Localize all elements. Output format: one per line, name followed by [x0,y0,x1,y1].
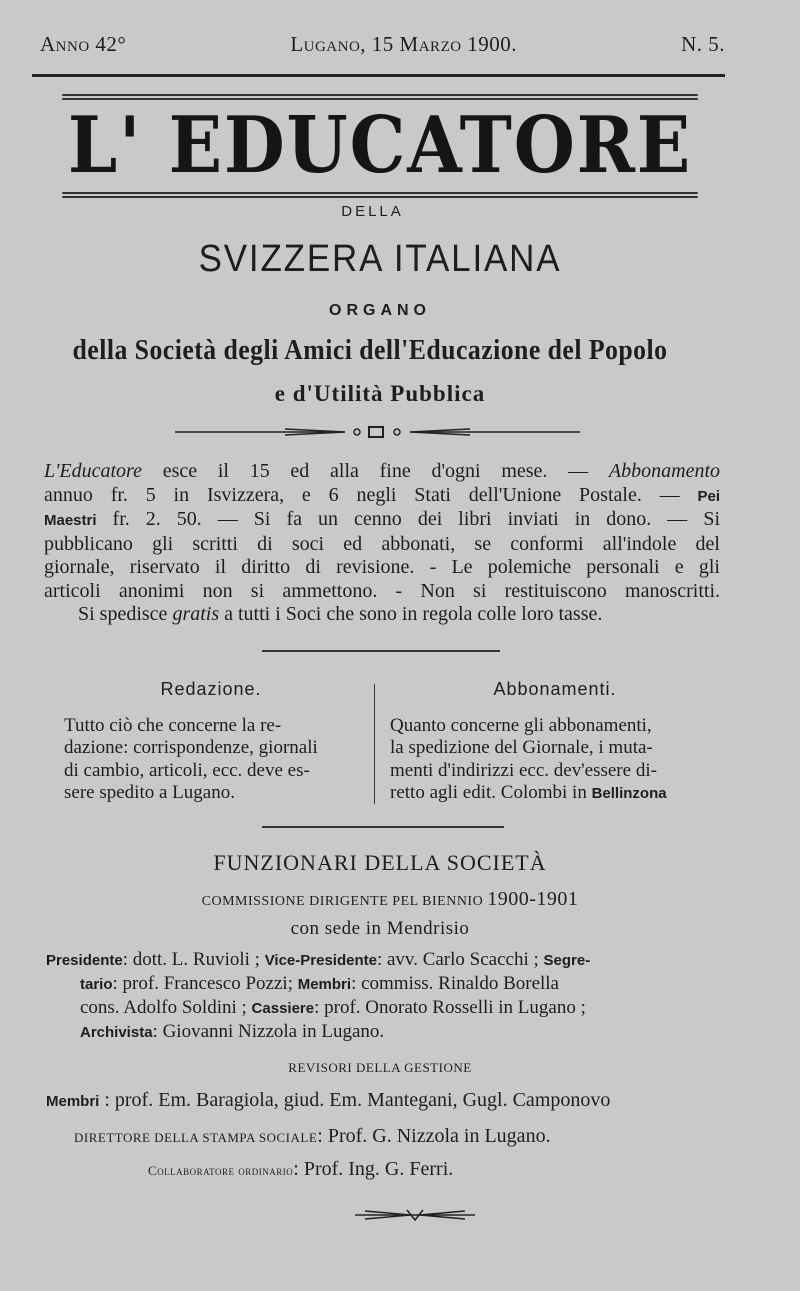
gratis-word: gratis [172,603,220,625]
redazione-line: dazione: corrispondenze, giornali [64,737,318,758]
volume-number: Anno 42° [40,32,127,56]
intro-line: articoli anonimi non si ammettono. - Non si restituiscono manoscritti. [44,579,720,602]
redazione-line: sere spedito a Lugano. [64,782,235,803]
intro-line: pubblicano gli scritti di soci ed abbonati, se conformi all'indole del [44,532,720,555]
sede-line: con sede in Mendrisio [290,918,470,939]
issue-header [40,32,725,57]
direttore-label: DIRETTORE DELLA STAMPA SOCIALE [74,1130,318,1145]
presidente-label: Presidente [46,952,123,969]
officers-list [46,948,746,1044]
abbonamenti-line: la spedizione del Giornale, i muta- [390,737,653,758]
abbonamento-word: Abbonamento [608,460,720,482]
pei-word: Pei [697,487,720,505]
membri-names-cont: cons. Adolfo Soldini ; [80,997,252,1018]
segretario-label: Segre- [543,952,591,969]
officers-line [46,972,746,996]
segretario-name: : prof. Francesco Pozzi; [112,973,298,994]
masthead-organo: ORGANO [329,302,431,319]
intro-text: a tutti i Soci che sono in regola colle loro tasse. [219,603,603,625]
header-rule [32,74,725,77]
collaboratore-name: : Prof. Ing. G. Ferri. [293,1158,454,1180]
abbonamenti-line [390,782,720,806]
revisori-membri [46,1089,746,1112]
redazione-column [64,678,358,805]
collaboratore-line [148,1158,748,1181]
cassiere-label: Cassiere [251,1000,315,1017]
intro-text: Si spedisce [78,603,173,625]
section-rule [262,650,500,652]
masthead-title [38,94,722,198]
abbonamenti-line: menti d'indirizzi ecc. dev'essere di- [390,759,657,781]
issue-number: N. 5. [681,32,725,56]
maestri-word: Maestri [44,512,97,529]
segretario-label-cont: tario [80,976,113,993]
abbonamenti-column [390,678,720,806]
society-name-line2: e d'Utilità Pubblica [274,381,486,406]
masthead-title-text: L' EDUCATORE [62,94,697,198]
direttore-line [74,1125,754,1148]
intro-line [44,460,720,484]
intro-text: annuo fr. 5 in Isvizzera, e 6 negli Stati dell'Unione Postale. — [44,483,698,506]
abbonamenti-line: Quanto concerne gli abbonamenti, [390,714,652,736]
intro-line [44,484,720,509]
intro-text: fr. 2. 50. — Si fa un cenno dei libri inviati in dono. — Si [96,508,720,530]
officers-line [46,948,746,972]
masthead-subtitle: SVIZZERA ITALIANA [198,238,562,280]
commissione-line [0,888,780,911]
masthead-della: DELLA [341,203,404,220]
archivista-name: : Giovanni Nizzola in Lugano. [152,1021,385,1042]
intro-line [44,603,720,627]
officers-line [46,996,746,1020]
presidente-name: : dott. L. Ruvioli ; [122,949,265,970]
ornament-divider-icon [175,424,580,440]
cassiere-name: : prof. Onorato Rosselli in Lugano ; [314,997,586,1018]
redazione-line: di cambio, articoli, ecc. deve es- [64,759,310,781]
city-name: Bellinzona [591,785,667,802]
funzionari-heading: FUNZIONARI DELLA SOCIETÀ [213,850,547,875]
revisori-names: : prof. Em. Baragiola, giud. Em. Mantegani, Gugl. Camponovo [99,1089,611,1111]
place-date: Lugano, 15 Marzo 1900. [290,32,518,56]
vice-label: Vice-Presidente [264,952,377,969]
column-divider [374,684,375,804]
intro-line: giornale, riservato il diritto di revisione. - Le polemiche personali e gli [44,556,720,578]
redazione-heading: Redazione. [160,679,262,699]
revisori-membri-label: Membri [46,1093,100,1110]
abbonamenti-text: retto agli edit. Colombi in [390,782,592,803]
section-rule [262,826,504,828]
end-ornament-icon [355,1208,475,1222]
intro-text: esce il 15 ed alla fine d'ogni mese. — [141,460,609,482]
vice-name: : avv. Carlo Scacchi ; [376,949,544,970]
membri-label: Membri [297,976,352,993]
revisori-heading: REVISORI DELLA GESTIONE [288,1060,472,1075]
society-name: della Società degli Amici dell'Educazione del Popolo [72,335,668,366]
direttore-name: : Prof. G. Nizzola in Lugano. [317,1125,551,1147]
journal-name: L'Educatore [44,460,142,482]
commissione-text: COMMISSIONE DIRIGENTE PEL BIENNIO [201,894,488,909]
redazione-line: Tutto ciò che concerne la re- [64,714,282,736]
biennio-years: 1900-1901 [487,888,579,910]
collaboratore-label: Collaboratore ordinario [148,1163,294,1178]
intro-paragraph [44,460,720,627]
membri-names: : commiss. Rinaldo Borella [351,973,559,994]
archivista-label: Archivista [80,1024,153,1041]
officers-line [46,1020,746,1044]
intro-line [44,508,720,533]
abbonamenti-heading: Abbonamenti. [493,679,617,699]
